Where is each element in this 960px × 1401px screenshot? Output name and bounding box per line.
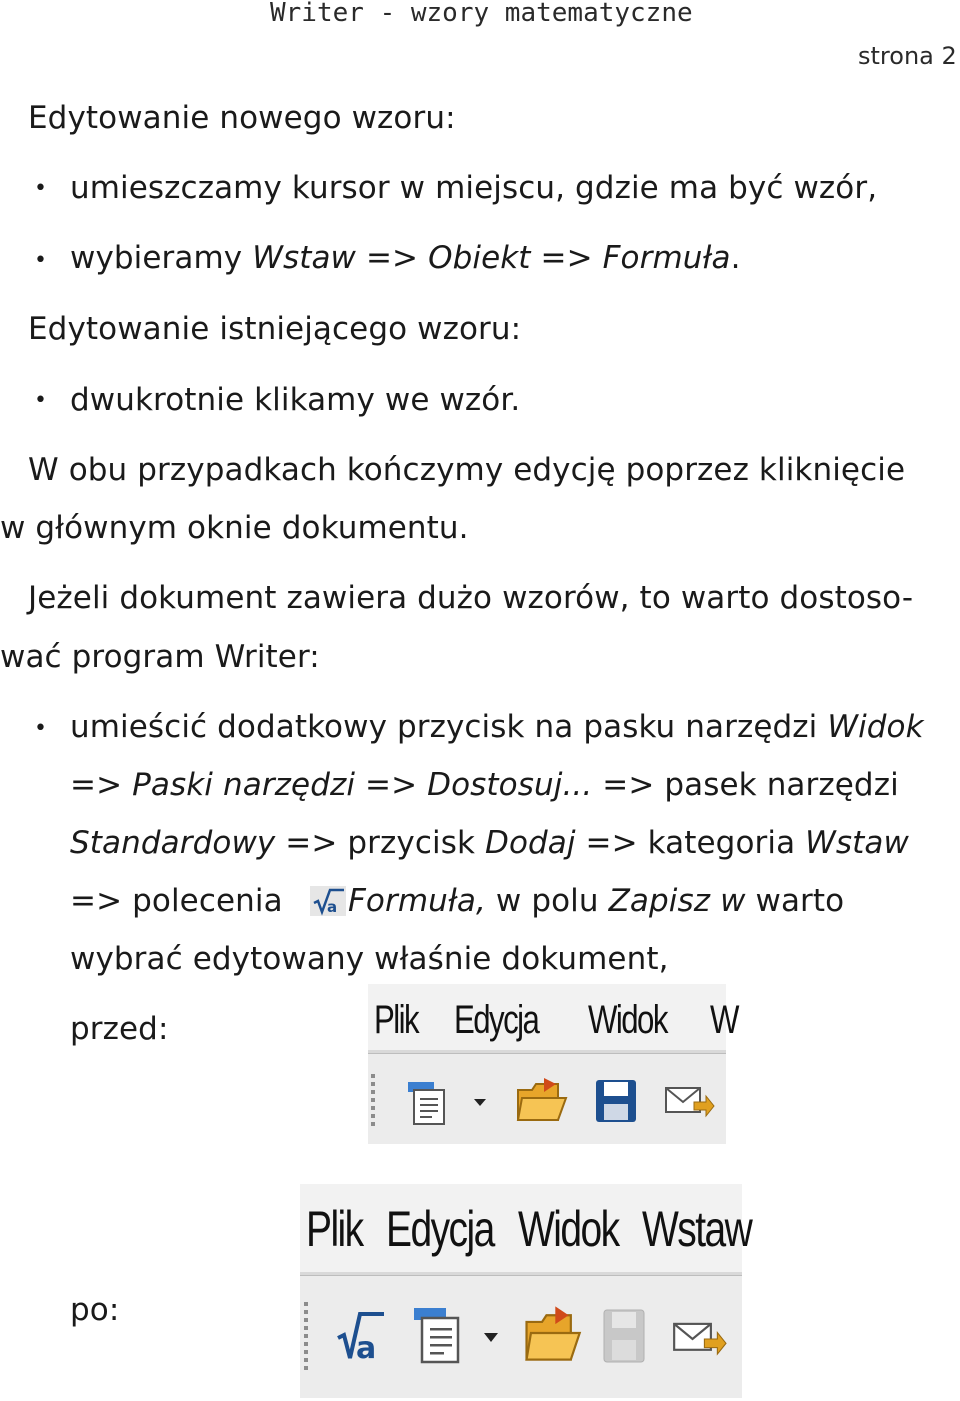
list-item: wybieramy Wstaw => Obiekt => Formuła. (70, 240, 741, 276)
list-item-line: umieścić dodatkowy przycisk na pasku narzędzi Widok (70, 709, 924, 745)
svg-text:a: a (356, 1331, 377, 1366)
page-number: strona 2 (858, 42, 957, 70)
list-item-line: wybrać edytowany właśnie dokument, (70, 941, 669, 977)
heading-new-formula: Edytowanie nowego wzoru: (28, 100, 456, 136)
formula-inline-icon (310, 886, 346, 916)
list-item-line: => Paski narzędzi => Dostosuj... => pasek narzędzi (70, 767, 899, 803)
dropdown-arrow-icon[interactable] (482, 1328, 500, 1347)
menu-item-widok[interactable]: Widok (588, 998, 667, 1042)
menu-bar (368, 984, 738, 1050)
menu-separator (368, 1050, 726, 1054)
menu-item-wstaw[interactable]: Wstaw (642, 1201, 752, 1257)
bullet-dot: • (34, 388, 47, 413)
menu-ref-wstaw: Wstaw (252, 240, 357, 276)
heading-existing-formula: Edytowanie istniejącego wzoru: (28, 311, 522, 347)
menu-ref-formula: Formuła (602, 240, 731, 276)
menu-item-widok[interactable]: Widok (518, 1201, 619, 1257)
menu-bar (300, 1184, 752, 1272)
svg-text:a: a (327, 898, 338, 916)
formula-icon[interactable] (334, 1308, 386, 1368)
save-disk-icon[interactable] (592, 1078, 640, 1128)
send-mail-icon[interactable] (672, 1318, 726, 1364)
document-title: Writer - wzory matematyczne (270, 0, 693, 28)
toolbar-before-screenshot (368, 984, 738, 1144)
send-mail-icon[interactable] (664, 1084, 714, 1124)
new-document-icon[interactable] (402, 1078, 450, 1130)
menu-item-plik[interactable]: Plik (306, 1201, 363, 1257)
label-before: przed: (70, 1011, 169, 1047)
menu-item-w[interactable]: W (710, 998, 738, 1042)
save-disk-disabled-icon (600, 1308, 648, 1368)
bullet-dot: • (34, 176, 47, 201)
paragraph-line: wać program Writer: (0, 639, 320, 675)
list-item-line: Formuła, w polu Zapisz w warto (348, 883, 845, 919)
new-document-icon[interactable] (408, 1304, 464, 1370)
toolbar-grip[interactable] (371, 1074, 375, 1130)
bullet-dot: • (34, 716, 47, 741)
dropdown-arrow-icon[interactable] (472, 1092, 488, 1111)
menu-ref-obiekt: Obiekt (428, 240, 531, 276)
toolbar-after-screenshot (300, 1184, 752, 1398)
paragraph-line: w głównym oknie dokumentu. (0, 510, 469, 546)
menu-item-edycja[interactable]: Edycja (454, 998, 539, 1042)
bullet-dot: • (34, 248, 47, 273)
list-item-line: => polecenia (70, 883, 283, 919)
paragraph-line: Jeżeli dokument zawiera dużo wzorów, to warto dostoso- (28, 580, 914, 616)
open-folder-icon[interactable] (514, 1074, 568, 1128)
menu-separator (300, 1272, 742, 1276)
toolbar-grip[interactable] (304, 1302, 308, 1374)
list-item-line: Standardowy => przycisk Dodaj => kategoria Wstaw (70, 825, 909, 861)
paragraph-line: W obu przypadkach kończymy edycję poprzez kliknięcie (28, 452, 906, 488)
label-after: po: (70, 1292, 120, 1328)
open-folder-icon[interactable] (522, 1302, 582, 1368)
list-item: dwukrotnie klikamy we wzór. (70, 382, 521, 418)
menu-item-plik[interactable]: Plik (374, 998, 419, 1042)
menu-item-edycja[interactable]: Edycja (386, 1201, 494, 1257)
list-item: umieszczamy kursor w miejscu, gdzie ma być wzór, (70, 170, 878, 206)
